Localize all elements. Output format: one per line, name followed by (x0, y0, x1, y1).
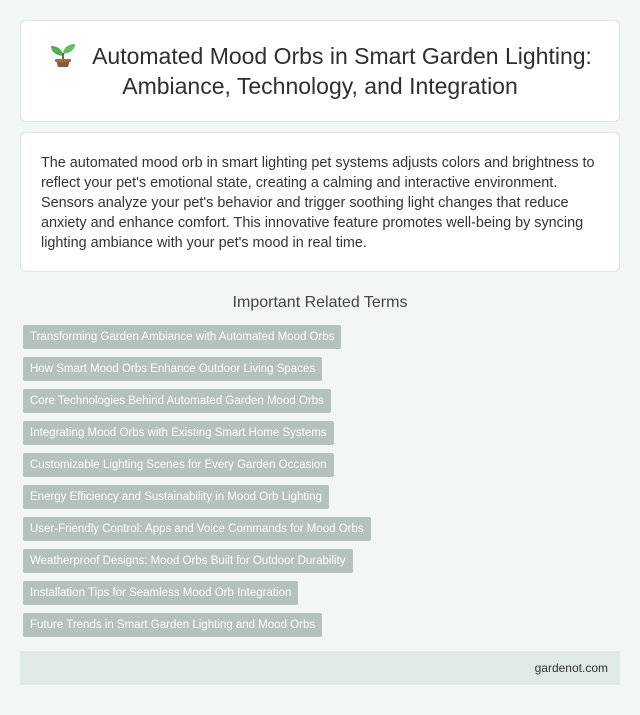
related-term-tag[interactable]: Customizable Lighting Scenes for Every Garden Occasion (23, 453, 334, 477)
related-term-tag[interactable]: Weatherproof Designs: Mood Orbs Built for Outdoor Durability (23, 549, 353, 573)
related-term-tag[interactable]: How Smart Mood Orbs Enhance Outdoor Living Spaces (23, 357, 322, 381)
related-term-tag[interactable]: Transforming Garden Ambiance with Automated Mood Orbs (23, 325, 341, 349)
related-term-tag[interactable]: Future Trends in Smart Garden Lighting and Mood Orbs (23, 613, 322, 637)
related-term-tag[interactable]: Installation Tips for Seamless Mood Orb Integration (23, 581, 298, 605)
page-title-text: Automated Mood Orbs in Smart Garden Lighting: Ambiance, Technology, and Integration (92, 43, 592, 99)
sprout-icon (48, 42, 78, 68)
related-term-tag[interactable]: Integrating Mood Orbs with Existing Smart Home Systems (23, 421, 334, 445)
related-term-tag[interactable]: User-Friendly Control: Apps and Voice Commands for Mood Orbs (23, 517, 371, 541)
description-text: The automated mood orb in smart lighting pet systems adjusts colors and brightness to reflect your pet's emotional state, creating a calming and interactive environment. Sensors analyze your pet's behavior and trigger soothing light changes that reduce anxiety and enhance comfort. This innovative feature promotes well-being by syncing lighting ambiance with your pet's mood in real time. (41, 155, 595, 251)
related-terms-list (20, 325, 620, 645)
related-terms-heading: Important Related Terms (232, 294, 408, 311)
footer (20, 651, 620, 685)
footer-site-link[interactable]: gardenot.com (534, 661, 608, 675)
related-term-tag[interactable]: Core Technologies Behind Automated Garden Mood Orbs (23, 389, 331, 413)
related-term-tag[interactable]: Energy Efficiency and Sustainability in Mood Orb Lighting (23, 485, 329, 509)
description-card (20, 132, 620, 272)
page-title (45, 41, 595, 101)
title-card (20, 20, 620, 122)
